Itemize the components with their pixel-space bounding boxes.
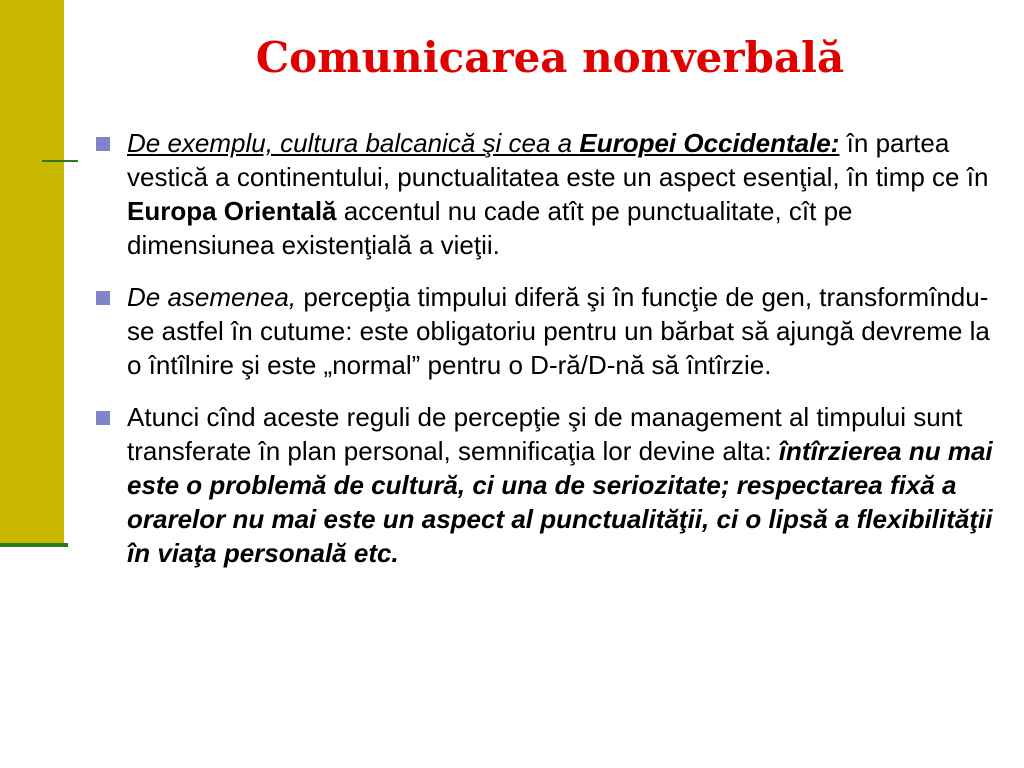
square-bullet-icon: [96, 137, 110, 151]
bullet-2-text: percepţia timpului diferă şi în funcţie de gen, transformîndu-se astfel în cutume: este obligatoriu pentru un bărbat să ajungă devreme la o întîlnire şi este „normal” pentru o D-ră/D-nă să întîrzie.: [127, 282, 990, 380]
square-bullet-icon: [96, 411, 110, 425]
square-bullet-icon: [96, 291, 110, 305]
bullet-2-intro: De asemenea,: [127, 282, 297, 312]
slide-title: Comunicarea nonverbală: [255, 33, 845, 82]
bullet-1-text-end: accentul nu cade atît pe punctualitate, cît pe dimensiunea existenţială a vieţii.: [127, 196, 853, 260]
bullet-1-bold-term: Europa Orientală: [127, 196, 337, 226]
bullet-1-intro: De exemplu, cultura balcanică şi cea a: [127, 128, 580, 158]
bullet-1-emphasis: Europei Occidentale:: [579, 128, 840, 158]
sidebar-tick-rule: [42, 160, 78, 162]
bullet-3-emphasis: întîrzierea nu mai este o problemă de cultură, ci una de seriozitate; respectarea fixă a orarelor nu mai este un aspect al punctualităţii, ci o lipsă a flexibilităţii în viaţa personală etc.: [127, 436, 993, 568]
sidebar-accent: [0, 0, 64, 543]
bullet-3-text: Atunci cînd aceste reguli de percepţie şi de management al timpului sunt transferate în plan personal, semnificaţia lor devine alta:: [127, 402, 963, 466]
bullet-list: [96, 126, 996, 588]
bullet-item-2: [96, 280, 996, 382]
bullet-item-1: [96, 126, 996, 262]
bullet-item-3: [96, 400, 996, 570]
bullet-1-text: în partea vestică a continentului, punctualitatea este un aspect esenţial, în timp ce în: [127, 128, 989, 192]
sidebar-bottom-rule: [0, 543, 68, 547]
